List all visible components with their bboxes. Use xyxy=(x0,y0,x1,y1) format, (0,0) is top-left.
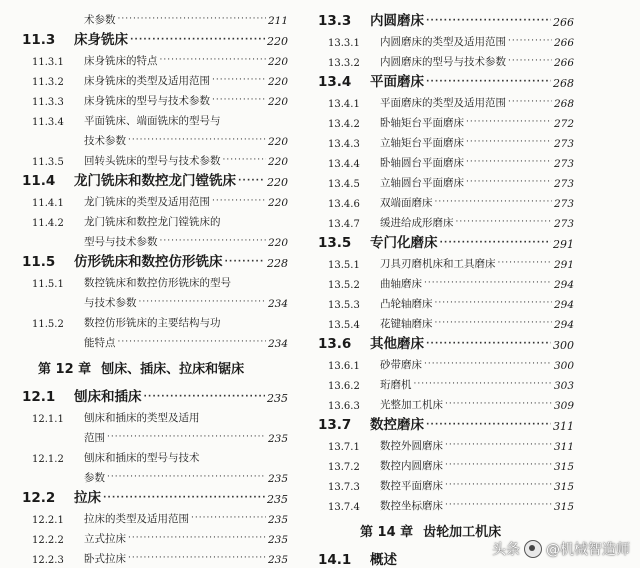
section-entry[interactable] xyxy=(312,331,574,352)
subsection-entry[interactable] xyxy=(16,445,288,465)
entry-title: 光整加工机床 xyxy=(380,399,443,411)
subsection-entry[interactable] xyxy=(312,311,574,331)
entry-title: 凸轮轴磨床 xyxy=(380,298,433,310)
entry-page-number: 315 xyxy=(553,481,574,493)
leader-dots xyxy=(435,319,552,331)
leader-dots xyxy=(508,37,552,49)
subsection-entry[interactable] xyxy=(312,49,574,69)
entry-title: 回转头铣床的型号与技术参数 xyxy=(84,155,221,167)
entry-title: 内圆磨床的类型及适用范围 xyxy=(380,36,506,48)
leader-dots xyxy=(466,158,552,170)
entry-title: 立轴圆台平面磨床 xyxy=(380,177,464,189)
subsection-entry[interactable] xyxy=(312,473,574,493)
entry-page-number: 228 xyxy=(267,257,288,270)
leader-dots xyxy=(445,400,552,412)
entry-number: 12.2.3 xyxy=(32,555,64,566)
entry-number: 11.3.2 xyxy=(32,77,64,88)
chapter-title: 刨床、插床、拉床和锯床 xyxy=(101,361,245,377)
entry-title: 其他磨床 xyxy=(370,336,424,352)
entry-page-number: 294 xyxy=(553,279,574,291)
entry-title: 刀具刃磨机床和工具磨床 xyxy=(380,258,496,270)
leader-dots xyxy=(128,136,266,148)
subsection-entry[interactable] xyxy=(312,170,574,190)
entry-page-number: 211 xyxy=(267,15,288,27)
subsection-entry[interactable] xyxy=(16,526,288,546)
entry-number: 13.7.2 xyxy=(328,462,360,473)
entry-title: 内圆磨床 xyxy=(370,13,424,29)
leader-dots xyxy=(414,380,552,392)
entry-title: 参数 xyxy=(84,472,105,484)
subsection-entry[interactable] xyxy=(16,290,288,310)
entry-title: 龙门铣床和数控龙门镗铣床的 xyxy=(84,216,221,228)
entry-number: 13.5 xyxy=(318,235,352,251)
chapter-heading xyxy=(16,350,288,384)
entry-page-number: 273 xyxy=(553,138,574,150)
leader-dots xyxy=(466,178,552,190)
entry-number: 11.4.2 xyxy=(32,218,64,229)
subsection-entry[interactable] xyxy=(16,128,288,148)
entry-page-number: 266 xyxy=(553,57,574,69)
entry-number: 11.3.4 xyxy=(32,117,64,128)
leader-dots xyxy=(435,198,552,210)
entry-page-number: 300 xyxy=(553,360,574,372)
entry-page-number: 268 xyxy=(553,98,574,110)
leader-dots xyxy=(238,177,265,189)
entry-page-number: 235 xyxy=(267,514,288,526)
subsection-entry[interactable] xyxy=(16,148,288,168)
entry-number: 11.5.1 xyxy=(32,279,64,290)
watermark-prefix: 头条 xyxy=(492,542,520,558)
entry-title: 立轴矩台平面磨床 xyxy=(380,137,464,149)
section-entry[interactable] xyxy=(312,412,574,433)
entry-number: 11.5.2 xyxy=(32,319,64,330)
entry-title: 床身铣床的类型及适用范围 xyxy=(84,75,210,87)
watermark-logo-icon xyxy=(524,540,542,558)
subsection-entry[interactable] xyxy=(312,251,574,271)
entry-number: 13.7.1 xyxy=(328,442,360,453)
watermark-name: @机械智造师 xyxy=(546,542,630,558)
entry-page-number: 309 xyxy=(553,400,574,412)
entry-page-number: 220 xyxy=(267,156,288,168)
entry-page-number: 266 xyxy=(553,37,574,49)
subsection-entry[interactable] xyxy=(312,352,574,372)
subsection-entry[interactable] xyxy=(312,291,574,311)
subsection-entry[interactable] xyxy=(312,29,574,49)
entry-title: 概述 xyxy=(370,552,397,568)
entry-number: 11.3.5 xyxy=(32,157,64,168)
entry-page-number: 220 xyxy=(267,76,288,88)
entry-number: 13.7 xyxy=(318,417,352,433)
subsection-entry[interactable] xyxy=(16,229,288,249)
leader-dots xyxy=(130,36,265,48)
entry-title: 龙门铣床和数控龙门镗铣床 xyxy=(74,173,236,189)
entry-page-number: 268 xyxy=(553,77,574,90)
entry-page-number: 234 xyxy=(267,338,288,350)
leader-dots xyxy=(118,338,266,350)
entry-number: 13.4.3 xyxy=(328,139,360,150)
entry-number: 11.3 xyxy=(22,32,56,48)
leader-dots xyxy=(508,57,552,69)
subsection-entry[interactable] xyxy=(16,108,288,128)
subsection-entry[interactable] xyxy=(312,493,574,513)
entry-number: 13.7.3 xyxy=(328,482,360,493)
leader-dots xyxy=(498,259,552,271)
entry-number: 13.4.4 xyxy=(328,159,360,170)
entry-title: 龙门铣床的类型及适用范围 xyxy=(84,196,210,208)
leader-dots xyxy=(212,96,266,108)
subsection-entry[interactable] xyxy=(312,271,574,291)
entry-title: 数控内圆磨床 xyxy=(380,460,443,472)
entry-page-number: 273 xyxy=(553,198,574,210)
entry-title: 内圆磨床的型号与技术参数 xyxy=(380,56,506,68)
entry-page-number: 235 xyxy=(267,554,288,566)
leader-dots xyxy=(445,481,552,493)
entry-title: 数控磨床 xyxy=(370,417,424,433)
entry-number: 13.6.3 xyxy=(328,401,360,412)
subsection-entry[interactable] xyxy=(312,110,574,130)
leader-dots xyxy=(212,76,266,88)
entry-number: 11.3.3 xyxy=(32,97,64,108)
section-entry[interactable] xyxy=(312,69,574,90)
leader-dots xyxy=(435,299,552,311)
entry-page-number: 220 xyxy=(267,96,288,108)
entry-title: 双端面磨床 xyxy=(380,197,433,209)
entry-page-number: 272 xyxy=(553,118,574,130)
entry-title: 平面磨床的类型及适用范围 xyxy=(380,97,506,109)
subsection-entry[interactable] xyxy=(16,465,288,485)
entry-page-number: 273 xyxy=(553,218,574,230)
entry-title: 拉床的类型及适用范围 xyxy=(84,513,189,525)
subsection-entry[interactable] xyxy=(312,190,574,210)
entry-number: 13.5.2 xyxy=(328,280,360,291)
subsection-entry[interactable] xyxy=(16,270,288,290)
entry-page-number: 235 xyxy=(267,433,288,445)
subsection-entry[interactable] xyxy=(16,189,288,209)
entry-page-number: 311 xyxy=(553,420,574,433)
entry-title: 范围 xyxy=(84,432,105,444)
leader-dots xyxy=(466,118,552,130)
entry-number: 13.4.1 xyxy=(328,99,360,110)
entry-title: 数控平面磨床 xyxy=(380,480,443,492)
section-entry[interactable] xyxy=(16,384,288,405)
leader-dots xyxy=(445,461,552,473)
leader-dots xyxy=(107,433,266,445)
leader-dots xyxy=(426,78,551,90)
subsection-entry[interactable] xyxy=(312,453,574,473)
entry-number: 13.4.6 xyxy=(328,199,360,210)
leader-dots xyxy=(191,514,266,526)
entry-title: 数控仿形铣床的主要结构与功 xyxy=(84,317,221,329)
leader-dots xyxy=(426,421,551,433)
entry-page-number: 220 xyxy=(267,35,288,48)
subsection-entry[interactable] xyxy=(16,209,288,229)
entry-title: 专门化磨床 xyxy=(370,235,438,251)
leader-dots xyxy=(225,258,266,270)
entry-title: 刨床和插床的类型及适用 xyxy=(84,412,200,424)
entry-page-number: 294 xyxy=(553,299,574,311)
entry-page-number: 235 xyxy=(267,534,288,546)
entry-number: 12.1.2 xyxy=(32,454,64,465)
entry-title: 拉床 xyxy=(74,490,101,506)
entry-title: 缓进给成形磨床 xyxy=(380,217,454,229)
subsection-entry[interactable] xyxy=(312,392,574,412)
leader-dots xyxy=(160,237,266,249)
subsection-entry[interactable] xyxy=(16,310,288,330)
leader-dots xyxy=(426,17,551,29)
subsection-entry[interactable] xyxy=(16,546,288,566)
entry-page-number: 235 xyxy=(267,493,288,506)
entry-number: 11.3.1 xyxy=(32,57,64,68)
toc-left-column xyxy=(16,8,288,566)
entry-title: 床身铣床的特点 xyxy=(84,55,158,67)
entry-number: 13.6.2 xyxy=(328,381,360,392)
subsection-entry[interactable] xyxy=(312,433,574,453)
entry-title: 技术参数 xyxy=(84,135,126,147)
entry-title: 仿形铣床和数控仿形铣床 xyxy=(74,254,223,270)
entry-title: 刨床和插床 xyxy=(74,389,142,405)
entry-page-number: 266 xyxy=(553,16,574,29)
subsection-entry[interactable] xyxy=(16,88,288,108)
entry-number: 12.2 xyxy=(22,490,56,506)
leader-dots xyxy=(107,473,266,485)
entry-page-number: 235 xyxy=(267,392,288,405)
subsection-entry[interactable] xyxy=(16,425,288,445)
entry-title: 卧式拉床 xyxy=(84,553,126,565)
leader-dots xyxy=(445,441,552,453)
leader-dots xyxy=(212,197,266,209)
entry-number: 14.1 xyxy=(318,552,352,568)
entry-number: 13.4.2 xyxy=(328,119,360,130)
entry-title: 床身铣床的型号与技术参数 xyxy=(84,95,210,107)
leader-dots xyxy=(445,501,552,513)
entry-number: 13.5.1 xyxy=(328,260,360,271)
leader-dots xyxy=(440,239,552,251)
entry-title: 数控坐标磨床 xyxy=(380,500,443,512)
entry-page-number: 311 xyxy=(553,441,574,453)
entry-page-number: 315 xyxy=(553,461,574,473)
entry-title: 数控铣床和数控仿形铣床的型号 xyxy=(84,277,231,289)
subsection-entry[interactable] xyxy=(312,130,574,150)
entry-number: 12.2.2 xyxy=(32,535,64,546)
section-entry[interactable] xyxy=(312,8,574,29)
leader-dots xyxy=(466,138,552,150)
entry-number: 13.4.7 xyxy=(328,219,360,230)
entry-page-number: 235 xyxy=(267,473,288,485)
entry-number: 13.3.1 xyxy=(328,38,360,49)
chapter-title: 齿轮加工机床 xyxy=(423,524,502,540)
leader-dots xyxy=(139,298,266,310)
leader-dots xyxy=(424,279,552,291)
section-entry[interactable] xyxy=(16,249,288,270)
entry-title: 砂带磨床 xyxy=(380,359,422,371)
entry-number: 13.7.4 xyxy=(328,502,360,513)
leader-dots xyxy=(160,56,266,68)
leader-dots xyxy=(426,340,551,352)
entry-number: 12.1 xyxy=(22,389,56,405)
entry-title: 卧轴矩台平面磨床 xyxy=(380,117,464,129)
section-entry[interactable] xyxy=(16,485,288,506)
entry-number: 13.4.5 xyxy=(328,179,360,190)
leader-dots xyxy=(118,15,266,27)
entry-page-number: 220 xyxy=(267,56,288,68)
entry-number: 13.6 xyxy=(318,336,352,352)
section-entry[interactable] xyxy=(312,230,574,251)
entry-page-number: 220 xyxy=(267,136,288,148)
entry-number: 13.5.3 xyxy=(328,300,360,311)
entry-title: 型号与技术参数 xyxy=(84,236,158,248)
entry-page-number: 234 xyxy=(267,298,288,310)
entry-page-number: 303 xyxy=(553,380,574,392)
leader-dots xyxy=(128,554,266,566)
entry-title: 平面磨床 xyxy=(370,74,424,90)
subsection-entry[interactable] xyxy=(312,210,574,230)
entry-number: 12.2.1 xyxy=(32,515,64,526)
leader-dots xyxy=(223,156,266,168)
entry-page-number: 273 xyxy=(553,158,574,170)
entry-title: 数控外圆磨床 xyxy=(380,440,443,452)
chapter-number: 第 14 章 xyxy=(360,524,414,540)
toc-right-column xyxy=(312,8,574,568)
entry-title: 花键轴磨床 xyxy=(380,318,433,330)
entry-title: 立式拉床 xyxy=(84,533,126,545)
entry-number: 13.5.4 xyxy=(328,320,360,331)
entry-number: 13.6.1 xyxy=(328,361,360,372)
subsection-entry[interactable] xyxy=(16,8,288,27)
subsection-entry[interactable] xyxy=(16,506,288,526)
watermark xyxy=(492,539,630,559)
subsection-entry[interactable] xyxy=(16,48,288,68)
entry-title: 与技术参数 xyxy=(84,297,137,309)
entry-page-number: 220 xyxy=(267,176,288,189)
entry-title: 卧轴圆台平面磨床 xyxy=(380,157,464,169)
subsection-entry[interactable] xyxy=(312,150,574,170)
section-entry[interactable] xyxy=(16,27,288,48)
entry-number: 11.4 xyxy=(22,173,56,189)
entry-number: 12.1.1 xyxy=(32,414,64,425)
subsection-entry[interactable] xyxy=(16,330,288,350)
entry-title: 刨床和插床的型号与技术 xyxy=(84,452,200,464)
entry-title: 曲轴磨床 xyxy=(380,278,422,290)
leader-dots xyxy=(128,534,266,546)
entry-page-number: 315 xyxy=(553,501,574,513)
section-entry[interactable] xyxy=(16,168,288,189)
entry-title: 床身铣床 xyxy=(74,32,128,48)
entry-number: 13.3.2 xyxy=(328,58,360,69)
leader-dots xyxy=(424,360,552,372)
entry-number: 13.3 xyxy=(318,13,352,29)
entry-number: 13.4 xyxy=(318,74,352,90)
chapter-number: 第 12 章 xyxy=(38,361,92,377)
entry-title: 术参数 xyxy=(84,14,116,26)
leader-dots xyxy=(144,393,266,405)
entry-page-number: 291 xyxy=(553,238,574,251)
entry-page-number: 294 xyxy=(553,319,574,331)
leader-dots xyxy=(456,218,552,230)
leader-dots xyxy=(508,98,552,110)
entry-page-number: 220 xyxy=(267,237,288,249)
subsection-entry[interactable] xyxy=(312,90,574,110)
entry-title: 能特点 xyxy=(84,337,116,349)
entry-page-number: 273 xyxy=(553,178,574,190)
subsection-entry[interactable] xyxy=(16,405,288,425)
entry-title: 珩磨机 xyxy=(380,379,412,391)
entry-number: 11.5 xyxy=(22,254,56,270)
subsection-entry[interactable] xyxy=(312,372,574,392)
entry-page-number: 220 xyxy=(267,197,288,209)
entry-page-number: 300 xyxy=(553,339,574,352)
entry-number: 11.4.1 xyxy=(32,198,64,209)
leader-dots xyxy=(103,494,265,506)
subsection-entry[interactable] xyxy=(16,68,288,88)
entry-title: 平面铣床、端面铣床的型号与 xyxy=(84,115,221,127)
entry-page-number: 291 xyxy=(553,259,574,271)
